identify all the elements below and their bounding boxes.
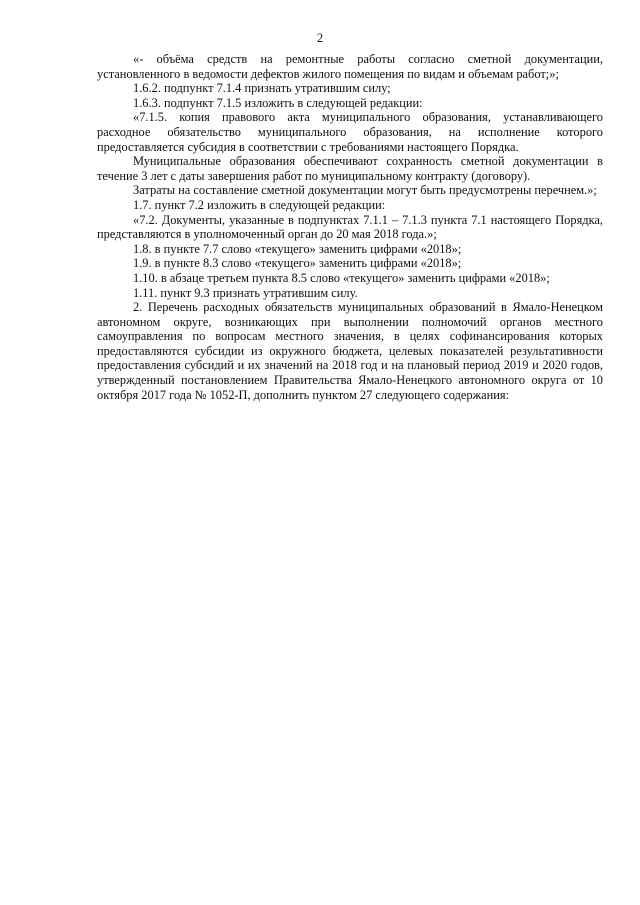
- paragraph-1-10: 1.10. в абзаце третьем пункта 8.5 слово «текущего» заменить цифрами «2018»;: [133, 270, 550, 285]
- paragraph-1-7: 1.7. пункт 7.2 изложить в следующей редакции:: [133, 197, 386, 212]
- paragraph-budget-volume: «- объёма средств на ремонтные работы согласно сметной документации, установленного в ведомости дефектов жилого помещения по видам и объемам работ;»;: [97, 52, 603, 81]
- paragraph-7-1-5: «7.1.5. копия правового акта муниципального образования, устанавливающего расходное обязательство муниципального образования, на исполнение которого предоставляется субсидия в соответствии с требованиями настоящего Порядка.: [97, 110, 603, 154]
- page-number: 2: [316, 31, 324, 45]
- paragraph-2: 2. Перечень расходных обязательств муниципальных образований в Ямало-Ненецком автономном округе, возникающих при выполнении полномочий органов местного самоуправления по вопросам местного значения, в целях софинансирования которых предоставляются субсидии из окружного бюджета, целевых показателей результативности предоставления субсидий и их значений на 2018 год и на плановый период 2019 и 2020 годов, утвержденный постановлением Правительства Ямало-Ненецкого автономного округа от 10 октября 2017 года № 1052-П, дополнить пунктом 27 следующего содержания:: [97, 300, 603, 402]
- paragraph-1-9: 1.9. в пункте 8.3 слово «текущего» заменить цифрами «2018»;: [133, 256, 462, 271]
- paragraph-7-2: «7.2. Документы, указанные в подпунктах 7.1.1 – 7.1.3 пункта 7.1 настоящего Порядка, представляются в уполномоченный орган до 20 мая 2018 года.»;: [97, 212, 603, 242]
- paragraph-costs: Затраты на составление сметной документации могут быть предусмотрены перечнем.»;: [133, 183, 597, 198]
- paragraph-municipal-storage: Муниципальные образования обеспечивают сохранность сметной документации в течение 3 лет с даты завершения работ по муниципальному контракту (договору).: [97, 154, 603, 183]
- paragraph-1-8: 1.8. в пункте 7.7 слово «текущего» заменить цифрами «2018»;: [133, 241, 462, 256]
- paragraph-1-6-3: 1.6.3. подпункт 7.1.5 изложить в следующей редакции:: [133, 95, 423, 110]
- paragraph-1-11: 1.11. пункт 9.3 признать утратившим силу.: [133, 285, 358, 300]
- paragraph-1-6-2: 1.6.2. подпункт 7.1.4 признать утратившим силу;: [133, 81, 391, 96]
- document-body: [97, 52, 603, 402]
